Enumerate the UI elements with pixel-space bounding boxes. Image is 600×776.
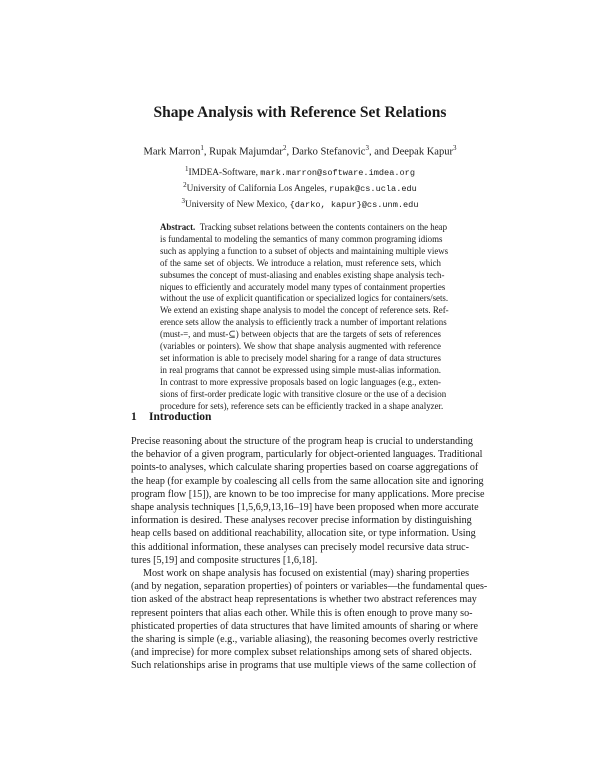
abstract-line (160, 222, 448, 234)
body-line: information is desired. These analyses recover precise information by distinguishing (131, 515, 472, 527)
body-line: this additional information, these analyses can precisely model recursive data struc- (131, 541, 469, 553)
abstract-line: is fundamental to modeling the semantics of many common programing idioms (160, 233, 443, 244)
abstract-line: niques to efficiently and accurately model many types of containment properties (160, 281, 446, 292)
body-line: program flow [15]), are known to be too imprecise for many applications. More precise (131, 488, 485, 500)
author-name: Deepak Kapur (392, 146, 453, 158)
body-text (131, 435, 488, 673)
abstract (160, 222, 449, 413)
paper-title: Shape Analysis with Reference Set Relations (153, 104, 447, 121)
author-separator: , and (368, 146, 393, 158)
abstract-line: such as applying a function to a subset of objects and maintaining multiple views (160, 245, 449, 256)
body-line: (and imprecise) for more complex subset relationships among sets of shared objects. (131, 647, 472, 659)
affiliation (0, 195, 600, 211)
body-line: the behavior of a given program, particularly for object-oriented languages. Traditional (131, 449, 483, 461)
body-line: shape analysis techniques [1,5,6,9,13,16–19] have been proposed when more accurate (131, 502, 479, 514)
affiliation-list (0, 163, 600, 211)
abstract-text: Tracking subset relations between the contents containers on the heap (199, 222, 448, 232)
abstract-label: Abstract. (160, 222, 196, 232)
author-affiliation-mark: 3 (365, 144, 369, 152)
body-line: the sharing is simple (e.g., variable aliasing), the reasoning becomes overly restrictive (131, 634, 478, 646)
abstract-line: procedure for sets), reference sets can be efficiently tracked in a shape analyzer. (160, 400, 444, 411)
abstract-line: set information is able to precisely model sharing for a range of data structures (160, 352, 441, 363)
abstract-line: subsumes the concept of must-aliasing and enables existing shape analysis tech- (160, 269, 445, 280)
author-name: Rupak Majumdar (209, 146, 283, 158)
author-name: Darko Stefanovic (291, 146, 366, 158)
abstract-line: erence sets allow the analysis to efficiently track a number of important relations (160, 317, 447, 328)
body-line: Precise reasoning about the structure of the program heap is crucial to understanding (131, 436, 473, 447)
author-separator: , (203, 146, 210, 158)
abstract-line: without the use of explicit quantification or specialized logics for containers/sets. (160, 293, 449, 304)
body-line: phisticated properties of data structures that have limited amounts of sharing or where (131, 620, 479, 632)
body-line: represent pointers that alias each other. While this is often enough to prove many so- (131, 607, 473, 619)
body-line: tion asked of the abstract heap representations is whether two abstract references may (131, 594, 477, 606)
body-line: points-to analyses, which calculate sharing properties based on coarse aggregations of (131, 462, 479, 474)
abstract-line: sions of first-order predicate logic with transitive closure or the use of a decision (160, 388, 447, 399)
author-list (0, 144, 600, 158)
abstract-line: (must-=, and must-⊆) between objects that are the targets of sets of references (160, 329, 441, 340)
affiliation (0, 179, 600, 195)
section-heading (131, 411, 211, 423)
abstract-line: In contrast to more expressive proposals based on logic languages (e.g., exten- (160, 376, 441, 387)
affiliation-org: IMDEA-Software, (188, 168, 261, 179)
body-line: (and by negation, separation properties) of pointers or variables—the fundamental ques- (131, 581, 488, 593)
body-line: heap cells based on additional reachability, allocation site, or type information. Using (131, 528, 476, 540)
abstract-line: We extend an existing shape analysis to model the concept of reference sets. Ref- (160, 305, 449, 316)
abstract-line: (variables or pointers). We show that shape analysis augmented with reference (160, 341, 441, 352)
body-line: tures [5,19] and composite structures [1,6,18]. (131, 554, 318, 566)
section-title: Introduction (149, 411, 212, 423)
body-line: the heap (for example by coalescing all cells from the same allocation site and ignoring (131, 475, 484, 487)
affiliation-email: rupak@cs.ucla.edu (329, 184, 417, 195)
affiliation-mark: 2 (183, 181, 187, 190)
affiliation-mark: 1 (185, 165, 189, 173)
affiliation (0, 163, 600, 179)
affiliation-email: mark.marron@software.imdea.org (260, 168, 415, 179)
body-line: Such relationships arise in programs that use multiple views of the same collection of (131, 660, 477, 672)
abstract-line: of the same set of objects. We introduce a relation, must reference sets, which (160, 257, 441, 268)
affiliation-org: University of New Mexico, (184, 200, 290, 211)
author-affiliation-mark: 3 (452, 144, 457, 152)
author-name: Mark Marron (143, 146, 201, 158)
affiliation-email: {darko, kapur}@cs.unm.edu (289, 200, 419, 211)
body-line: Most work on shape analysis has focused on existential (may) sharing properties (143, 568, 469, 580)
author-affiliation-mark: 1 (200, 144, 204, 152)
affiliation-org: University of California Los Angeles, (186, 184, 330, 195)
section-number: 1 (131, 411, 137, 423)
abstract-line: in real programs that cannot be expressed using simple must-alias information. (160, 364, 441, 375)
author-affiliation-mark: 2 (282, 144, 287, 152)
affiliation-mark: 3 (181, 197, 185, 206)
author-separator: , (286, 146, 292, 158)
